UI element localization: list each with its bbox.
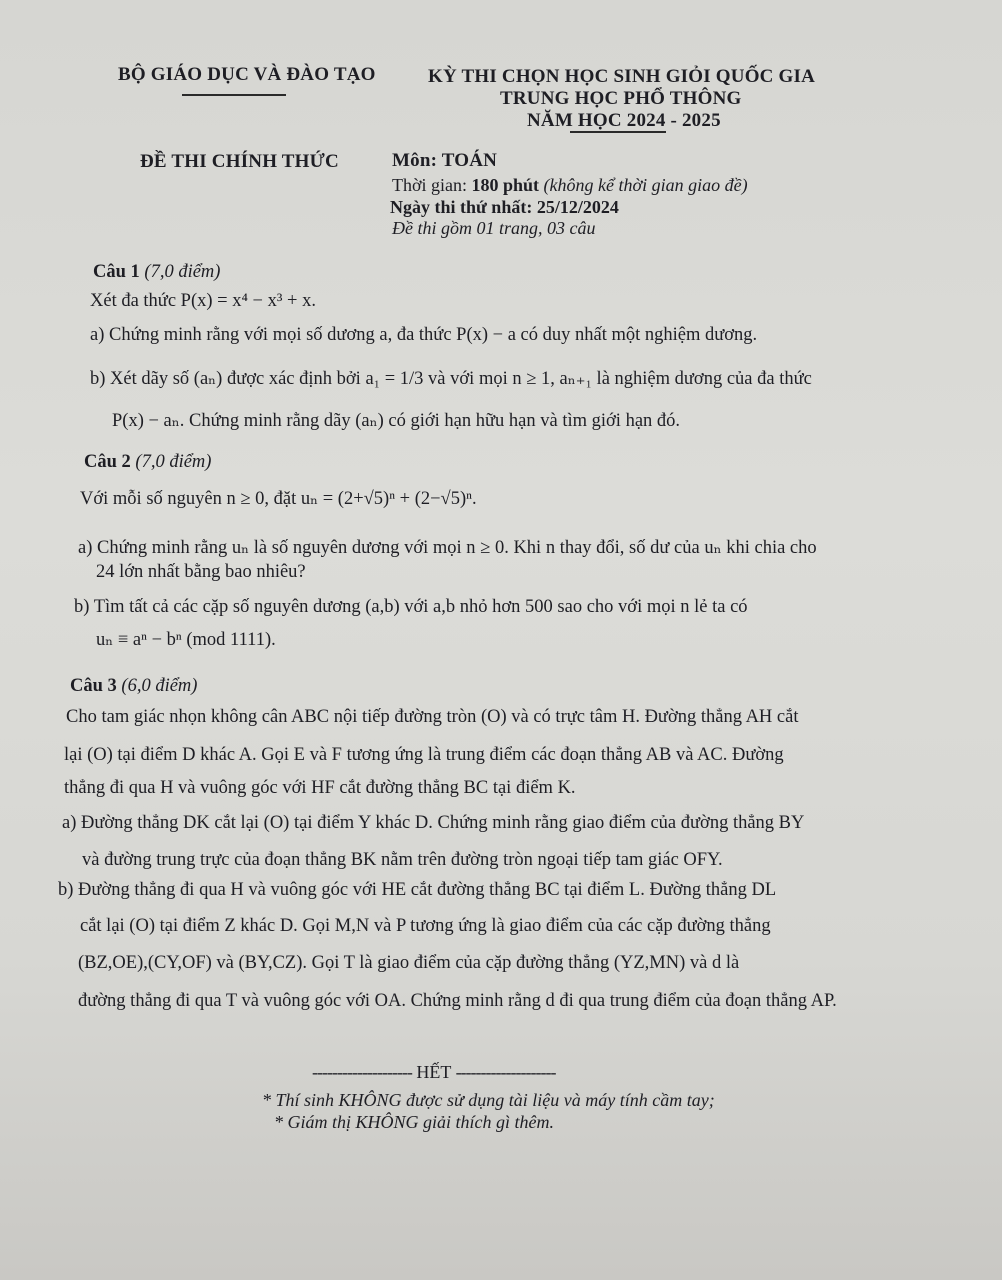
question-3-part-a-line1: a) Đường thẳng DK cắt lại (O) tại điểm Y khác D. Chứng minh rằng giao điểm của đường thẳng BY (62, 813, 805, 833)
end-marker: -------------------- HẾT -------------------- (312, 1062, 556, 1082)
question-2-part-a-line2: 24 lớn nhất bằng bao nhiêu? (96, 562, 306, 582)
exam-date: Ngày thi thứ nhất: 25/12/2024 (390, 197, 619, 217)
school-year: NĂM HỌC 2024 - 2025 (527, 110, 721, 131)
question-1-points: (7,0 điểm) (144, 262, 221, 282)
question-2-points: (7,0 điểm) (135, 452, 212, 472)
ministry-name: BỘ GIÁO DỤC VÀ ĐÀO TẠO (118, 64, 376, 85)
question-1-part-a: a) Chứng minh rằng với mọi số dương a, đa thức P(x) − a có duy nhất một nghiệm dương. (90, 325, 758, 345)
footer-note-1: * Thí sinh KHÔNG được sử dụng tài liệu và máy tính cầm tay; (262, 1090, 715, 1110)
page-count: Đề thi gồm 01 trang, 03 câu (392, 218, 596, 238)
time-note: (không kể thời gian giao đề) (543, 175, 748, 195)
question-1-part-b-line1: b) Xét dãy số (aₙ) được xác định bởi a₁ = 1/3 và với mọi n ≥ 1, aₙ₊₁ là nghiệm dương của đa thức (90, 369, 812, 389)
question-2-part-b-line1: b) Tìm tất cả các cặp số nguyên dương (a,b) với a,b nhỏ hơn 500 sao cho với mọi n lẻ ta có (74, 597, 748, 617)
school-year-underline (570, 131, 666, 133)
question-3-line1: Cho tam giác nhọn không cân ABC nội tiếp đường tròn (O) và có trực tâm H. Đường thẳng AH cắt (66, 707, 799, 727)
question-2-intro: Với mỗi số nguyên n ≥ 0, đặt uₙ = (2+√5)ⁿ + (2−√5)ⁿ. (80, 489, 477, 509)
question-2-title: Câu 2 (7,0 điểm) (84, 452, 212, 472)
question-3-part-b-line4: đường thẳng đi qua T và vuông góc với OA. Chứng minh rằng d đi qua trung điểm của đoạn thẳng AP. (78, 991, 837, 1011)
question-3-part-b-line1: b) Đường thẳng đi qua H và vuông góc với HE cắt đường thẳng BC tại điểm L. Đường thẳng DL (58, 880, 777, 900)
question-2-part-b-line2: uₙ ≡ aⁿ − bⁿ (mod 1111). (96, 630, 276, 650)
time-value: 180 phút (471, 175, 540, 195)
question-3-line3: thẳng đi qua H và vuông góc với HF cắt đường thẳng BC tại điểm K. (64, 778, 576, 798)
end-mark-text: HẾT (416, 1062, 452, 1082)
question-2-part-a-line1: a) Chứng minh rằng uₙ là số nguyên dương với mọi n ≥ 0. Khi n thay đổi, số dư của uₙ khi chia cho (78, 538, 817, 558)
exam-name-line2: TRUNG HỌC PHỔ THÔNG (500, 88, 742, 109)
official-exam-label: ĐỀ THI CHÍNH THỨC (140, 151, 339, 172)
time-label: Thời gian: (392, 175, 468, 195)
exam-name-line1: KỲ THI CHỌN HỌC SINH GIỎI QUỐC GIA (428, 66, 816, 87)
question-3-part-b-line2: cắt lại (O) tại điểm Z khác D. Gọi M,N và P tương ứng là giao điểm của các cặp đường thẳng (80, 916, 771, 936)
footer-note-2: * Giám thị KHÔNG giải thích gì thêm. (274, 1112, 554, 1132)
subject: Môn: TOÁN (392, 150, 498, 171)
ministry-underline (182, 94, 286, 96)
question-1-intro: Xét đa thức P(x) = x⁴ − x³ + x. (90, 291, 316, 311)
question-1-part-b-line2: P(x) − aₙ. Chứng minh rằng dãy (aₙ) có giới hạn hữu hạn và tìm giới hạn đó. (112, 411, 681, 431)
question-3-points: (6,0 điểm) (121, 676, 198, 696)
question-3-part-a-line2: và đường trung trực của đoạn thẳng BK nằm trên đường tròn ngoại tiếp tam giác OFY. (82, 850, 723, 870)
question-3-part-b-line3: (BZ,OE),(CY,OF) và (BY,CZ). Gọi T là giao điểm của cặp đường thẳng (YZ,MN) và d là (78, 953, 740, 973)
question-1-title: Câu 1 (7,0 điểm) (93, 262, 221, 282)
question-3-line2: lại (O) tại điểm D khác A. Gọi E và F tương ứng là trung điểm các đoạn thẳng AB và AC. Đường (64, 745, 784, 765)
exam-duration (392, 175, 748, 196)
question-3-title: Câu 3 (6,0 điểm) (70, 676, 198, 696)
